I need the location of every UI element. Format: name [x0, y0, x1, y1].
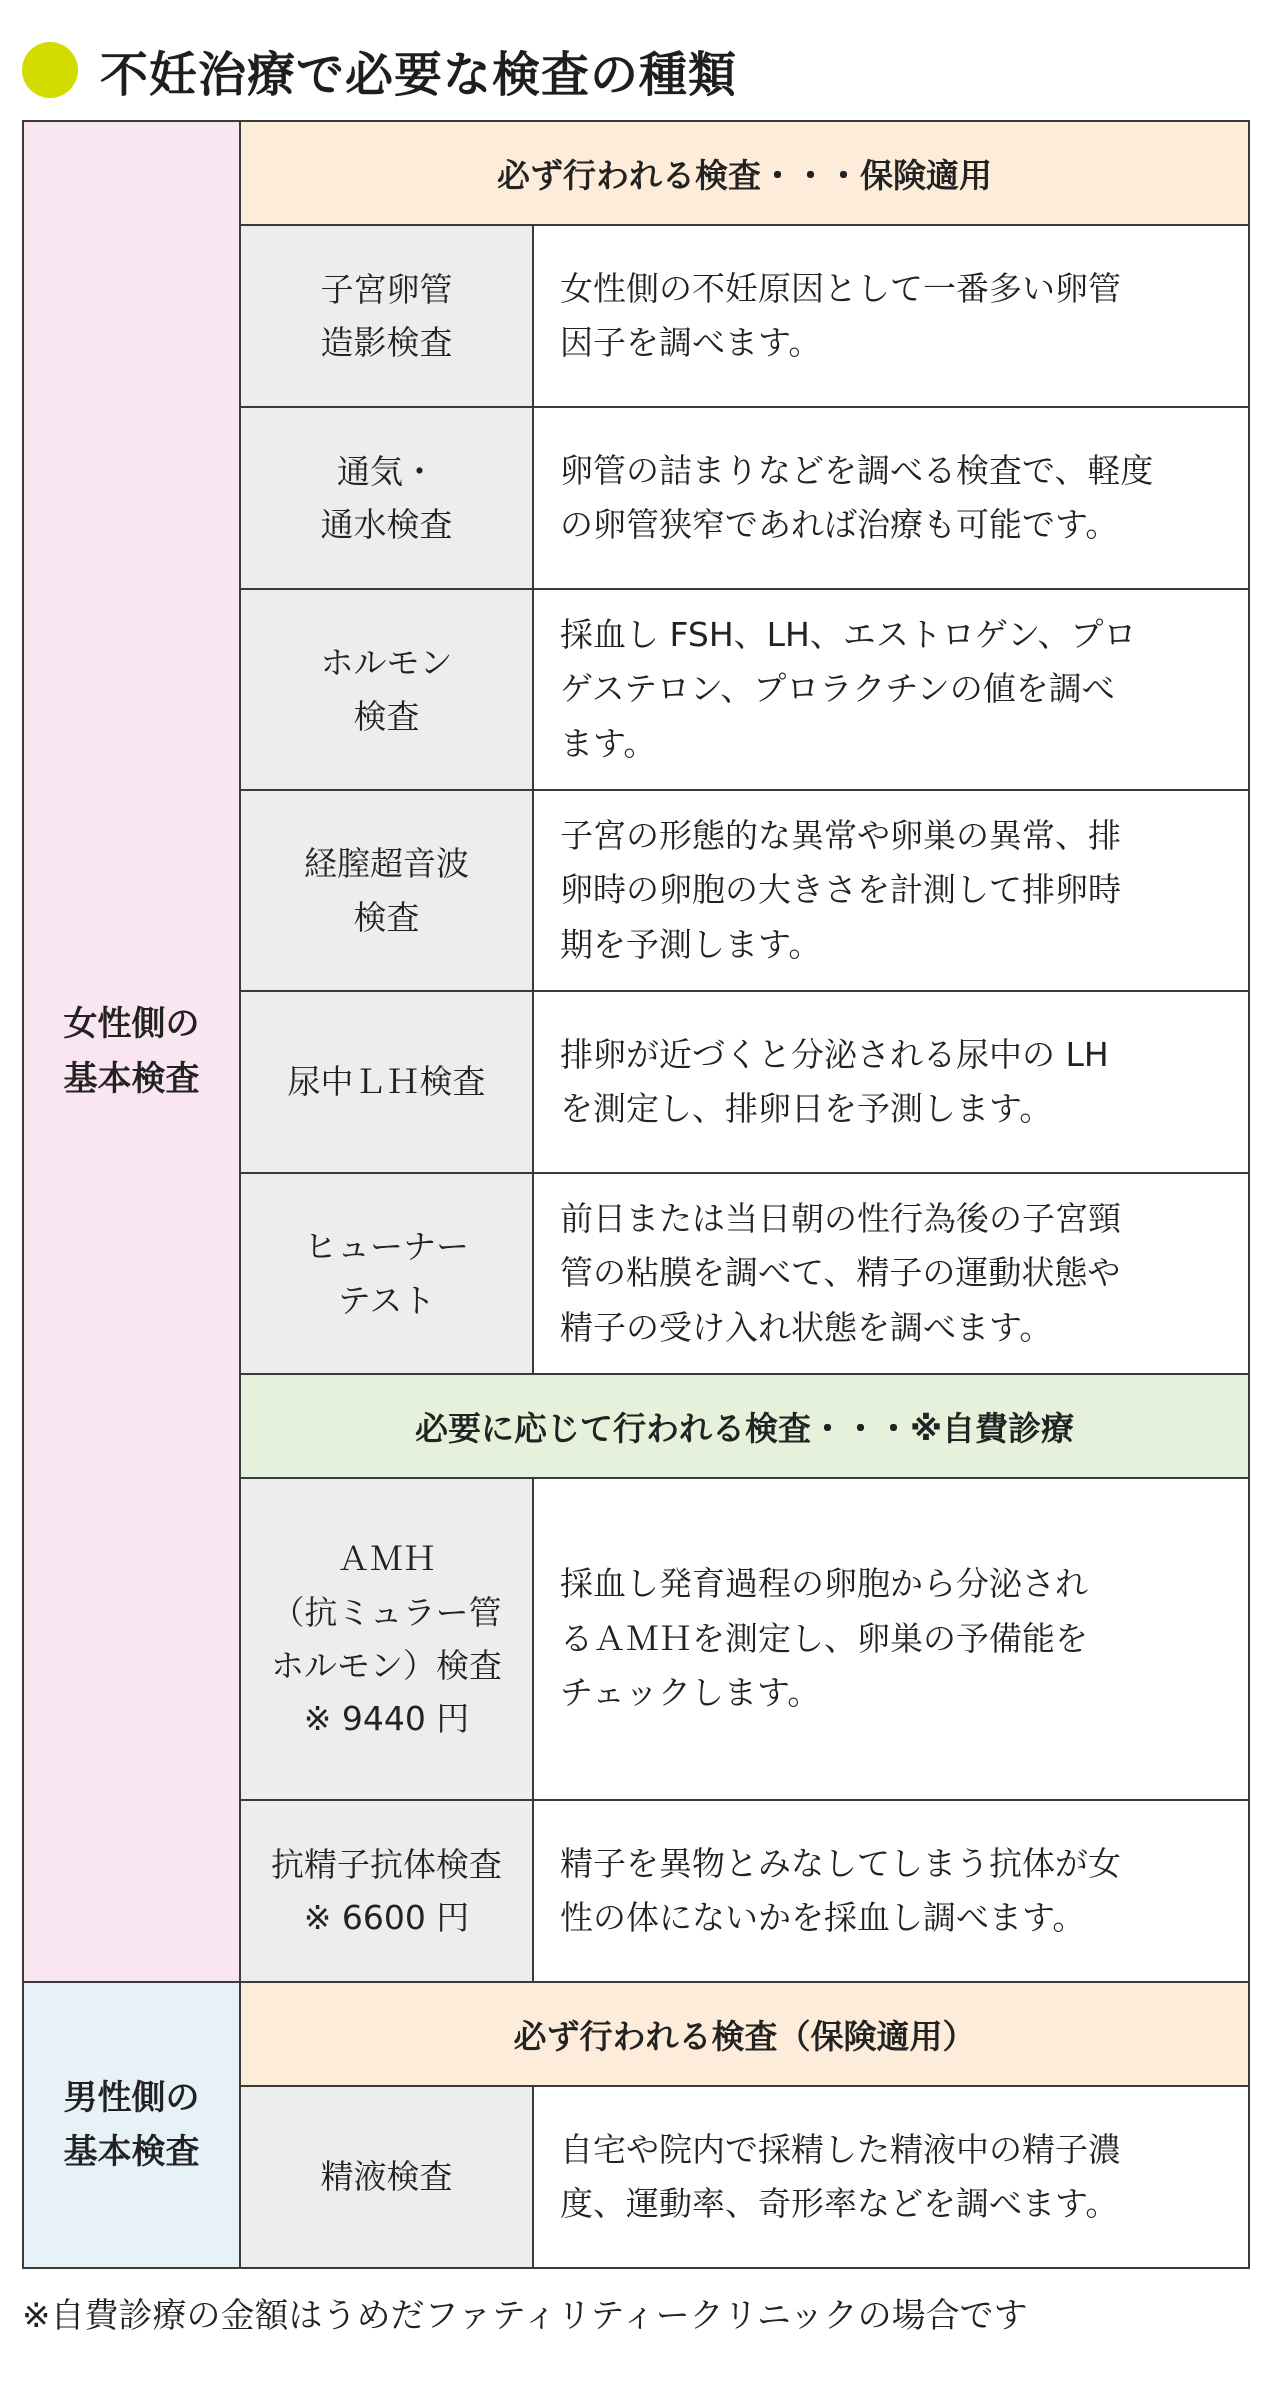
- section-header-required: 必ず行われる検査・・・保険適用: [240, 121, 1249, 225]
- exam-name-line: 尿中ＬＨ検査: [287, 1062, 486, 1102]
- exam-name-cell: [240, 589, 533, 790]
- exam-name-cell: [240, 1478, 533, 1800]
- exam-description-line: 度、運動率、奇形率などを調べます。: [560, 2184, 1119, 2223]
- exam-description-cell: [533, 1800, 1249, 1982]
- exam-table: [22, 120, 1250, 2269]
- exam-name-line: 抗精子抗体検査: [271, 1844, 502, 1884]
- exam-description-line: 前日または当日朝の性行為後の子宮頸: [560, 1198, 1121, 1238]
- exam-name-cell: [240, 991, 533, 1173]
- page-title: 不妊治療で必要な検査の種類: [100, 46, 738, 103]
- male-category-label-line: 基本検査: [63, 2132, 200, 2172]
- exam-name-line: 造影検査: [320, 323, 453, 362]
- exam-description-cell: [533, 991, 1249, 1173]
- exam-description-line: 管の粘膜を調べて、精子の運動状態や: [560, 1253, 1121, 1293]
- exam-description-cell: [533, 2086, 1249, 2268]
- female-category-cell: [23, 121, 240, 1982]
- exam-description-line: 子宮の形態的な異常や卵巣の異常、排: [560, 815, 1121, 855]
- exam-name-cell: [240, 1173, 533, 1374]
- female-category-label-line: 女性側の: [63, 1004, 200, 1045]
- male-category-label-line: 男性側の: [63, 2077, 200, 2118]
- exam-name-line: テスト: [337, 1280, 436, 1320]
- exam-description-cell: [533, 1478, 1249, 1800]
- exam-description-line: ます。: [560, 723, 657, 763]
- exam-name-line: 子宮卵管: [320, 269, 453, 309]
- exam-description-line: 精子の受け入れ状態を調べます。: [560, 1307, 1053, 1347]
- footnote: ※自費診療の金額はうめだファティリティークリニックの場合です: [22, 2296, 1028, 2336]
- exam-description-line: チェックします。: [560, 1673, 821, 1713]
- exam-description-line: 期を予測します。: [560, 924, 822, 964]
- exam-name-line: ホルモン）検査: [271, 1646, 502, 1685]
- exam-description-cell: [533, 589, 1249, 790]
- exam-name-cell: [240, 407, 533, 589]
- exam-description-cell: [533, 407, 1249, 589]
- exam-name-line: 精液検査: [320, 2157, 453, 2197]
- exam-name-line: 経膣超音波: [304, 844, 469, 884]
- exam-description-line: 自宅や院内で採精した精液中の精子濃: [560, 2129, 1121, 2169]
- exam-description-line: 女性側の不妊原因として一番多い卵管: [560, 268, 1121, 308]
- exam-name-line: ＡＭＨ: [337, 1539, 436, 1579]
- female-category-label-line: 基本検査: [63, 1058, 200, 1099]
- section-header-male-required: 必ず行われる検査（保険適用）: [240, 1982, 1249, 2086]
- exam-name-line: ホルモン: [320, 643, 453, 683]
- exam-name-line: 通気・: [337, 451, 436, 491]
- exam-description-cell: [533, 225, 1249, 407]
- exam-name-cell: [240, 1800, 533, 1982]
- exam-description-line: の卵管狭窄であれば治療も可能です。: [560, 505, 1119, 544]
- exam-name-cell: [240, 2086, 533, 2268]
- exam-name-line: ヒューナー: [304, 1227, 469, 1267]
- exam-description-line: 排卵が近づくと分泌される尿中の LH: [560, 1034, 1109, 1074]
- exam-name-line: 通水検査: [320, 505, 453, 544]
- exam-description-line: ゲステロン、プロラクチンの値を調べ: [560, 669, 1115, 709]
- exam-description-line: るＡＭＨを測定し、卵巣の予備能を: [560, 1618, 1088, 1658]
- exam-name-line: 検査: [353, 696, 420, 736]
- exam-description-line: 精子を異物とみなしてしまう抗体が女: [560, 1843, 1121, 1883]
- exam-name-line: 検査: [353, 897, 420, 937]
- bullet-dot-icon: [22, 42, 78, 98]
- male-category-cell: [23, 1982, 240, 2268]
- exam-description-line: 採血し FSH、LH、エストロゲン、プロ: [560, 614, 1137, 654]
- exam-name-cell: [240, 790, 533, 991]
- exam-description-cell: [533, 1173, 1249, 1374]
- section-header-optional: 必要に応じて行われる検査・・・※自費診療: [240, 1374, 1249, 1478]
- exam-description-line: 採血し発育過程の卵胞から分泌され: [560, 1564, 1088, 1604]
- exam-description-line: 卵時の卵胞の大きさを計測して排卵時: [560, 870, 1121, 910]
- exam-description-line: 卵管の詰まりなどを調べる検査で、軽度: [560, 450, 1154, 490]
- exam-description-line: を測定し、排卵日を予測します。: [560, 1089, 1053, 1128]
- exam-price: ※ 9440 円: [303, 1699, 470, 1739]
- exam-price: ※ 6600 円: [303, 1898, 470, 1937]
- exam-description-line: 性の体にないかを採血し調べます。: [560, 1898, 1086, 1937]
- exam-description-line: 因子を調べます。: [560, 323, 822, 362]
- exam-description-cell: [533, 790, 1249, 991]
- exam-name-line: （抗ミュラー管: [271, 1592, 502, 1632]
- title-row: [22, 30, 737, 110]
- exam-name-cell: [240, 225, 533, 407]
